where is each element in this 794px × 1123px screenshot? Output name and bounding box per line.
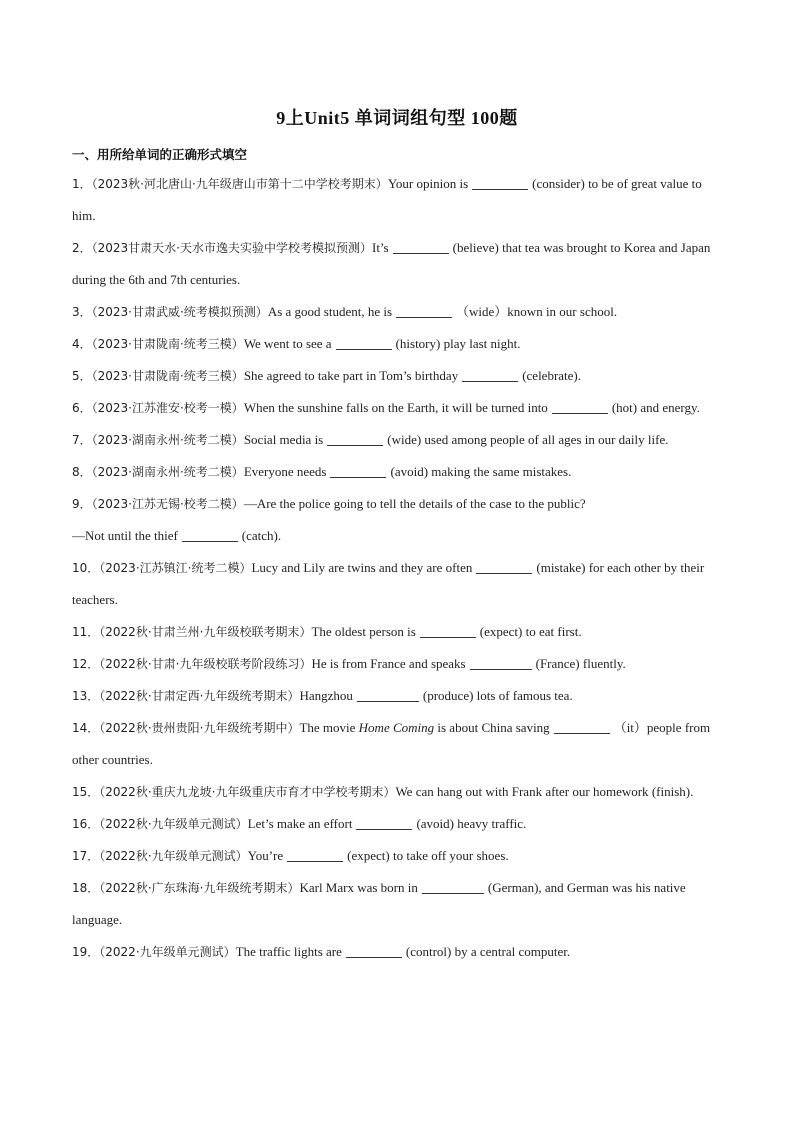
question-item [72, 552, 724, 616]
question-source: （2022秋·甘肃兰州·九年级校联考期末） [99, 625, 312, 639]
answer-blank[interactable] [356, 815, 412, 830]
question-source: （2022秋·重庆九龙坡·九年级重庆市育才中学校考期末） [99, 785, 396, 799]
question-item [72, 616, 724, 648]
answer-blank[interactable] [182, 527, 238, 542]
question-source: （2023·江苏无锡·校考二模） [91, 497, 244, 511]
answer-blank[interactable] [336, 335, 392, 350]
question-source: （2023·湖南永州·统考二模） [91, 433, 244, 447]
question-source: （2023·江苏镇江·统考二模） [99, 561, 252, 575]
answer-blank[interactable] [554, 719, 610, 734]
question-number: 7． [72, 433, 92, 447]
question-hint: (control) by a central computer. [405, 944, 571, 959]
question-number: 18． [72, 881, 100, 895]
answer-blank[interactable] [420, 623, 476, 638]
question-item [72, 712, 724, 776]
question-source: （2022秋·广东珠海·九年级统考期末） [99, 881, 300, 895]
question-hint: (German), and German was his native language. [72, 880, 686, 927]
question-source: （2022秋·九年级单元测试） [99, 817, 248, 831]
question-item [72, 808, 724, 840]
answer-blank[interactable] [393, 239, 449, 254]
question-number: 1． [72, 177, 92, 191]
question-item [72, 840, 724, 872]
question-text: He is from France and speaks [311, 656, 466, 671]
question-text-mid: is about China saving [437, 720, 550, 735]
question-text: Lucy and Lily are twins and they are often [251, 560, 473, 575]
question-text: It’s [372, 240, 389, 255]
question-hint: (expect) to take off your shoes. [347, 848, 509, 863]
answer-blank[interactable] [476, 559, 532, 574]
question-text: Let’s make an effort [247, 816, 353, 831]
question-number: 6． [72, 401, 92, 415]
question-text: The movie [299, 720, 356, 735]
question-item [72, 648, 724, 680]
question-number: 3． [72, 305, 92, 319]
question-item [72, 936, 724, 968]
question-number: 5． [72, 369, 92, 383]
question-text: Everyone needs [243, 464, 327, 479]
question-source: （2022秋·贵州贵阳·九年级统考期中） [99, 721, 300, 735]
question-hint: (hot) and energy. [611, 400, 700, 415]
question-item [72, 488, 724, 552]
answer-blank[interactable] [346, 943, 402, 958]
question-number: 4． [72, 337, 92, 351]
question-source: （2023·甘肃武威·统考模拟预测） [91, 305, 268, 319]
question-source: （2022秋·九年级单元测试） [99, 849, 248, 863]
question-source: （2023·湖南永州·统考二模） [91, 465, 244, 479]
question-text: —Are the police going to tell the details of the case to the public? [243, 496, 586, 511]
question-hint: （it）people from other countries. [72, 720, 711, 767]
question-text: Social media is [243, 432, 324, 447]
question-item [72, 424, 724, 456]
answer-blank[interactable] [422, 879, 484, 894]
question-hint: (avoid) heavy traffic. [416, 816, 527, 831]
question-source: （2023·甘肃陇南·统考三模） [91, 369, 244, 383]
question-source: （2023·甘肃陇南·统考三模） [91, 337, 244, 351]
question-number: 17． [72, 849, 100, 863]
question-hint: (produce) lots of famous tea. [422, 688, 573, 703]
question-item [72, 168, 724, 232]
document-title: 9上Unit5 单词词组句型 100题 [276, 108, 518, 128]
question-text: Karl Marx was born in [299, 880, 418, 895]
question-hint: (catch). [241, 528, 282, 543]
movie-title: Home Coming [358, 720, 435, 735]
question-source: （2023甘肃天水·天水市逸夫实验中学校考模拟预测） [91, 241, 372, 255]
question-text: Hangzhou [299, 688, 353, 703]
question-hint: (celebrate). [522, 368, 582, 383]
question-hint: (expect) to eat first. [479, 624, 582, 639]
question-text: As a good student, he is [267, 304, 393, 319]
question-number: 12． [72, 657, 100, 671]
question-item [72, 232, 724, 296]
question-item [72, 680, 724, 712]
answer-blank[interactable] [462, 367, 518, 382]
question-text: We can hang out with Frank after our homework [395, 784, 649, 799]
answer-blank[interactable] [396, 303, 452, 318]
answer-blank[interactable] [357, 687, 419, 702]
question-number: 13． [72, 689, 100, 703]
question-text-line2: —Not until the thief [72, 528, 178, 543]
question-source: （2023·江苏淮安·校考一模） [91, 401, 244, 415]
answer-blank[interactable] [287, 847, 343, 862]
question-item [72, 776, 724, 808]
question-number: 11． [72, 625, 100, 639]
question-source: （2022·九年级单元测试） [99, 945, 236, 959]
answer-blank[interactable] [330, 463, 386, 478]
question-text: You’re [247, 848, 284, 863]
question-text: The oldest person is [311, 624, 416, 639]
question-hint: （wide）known in our school. [456, 304, 618, 319]
question-text: We went to see a [243, 336, 332, 351]
answer-blank[interactable] [470, 655, 532, 670]
question-text: The traffic lights are [235, 944, 342, 959]
question-item [72, 328, 724, 360]
question-hint: (mistake) for each other by their teachers. [72, 560, 705, 607]
answer-blank[interactable] [327, 431, 383, 446]
answer-blank[interactable] [552, 399, 608, 414]
question-source: （2022秋·甘肃·九年级校联考阶段练习） [99, 657, 312, 671]
question-number: 19． [72, 945, 100, 959]
question-text: When the sunshine falls on the Earth, it will be turned into [243, 400, 548, 415]
question-hint: (consider) to be of great value to him. [72, 176, 702, 223]
question-number: 2． [72, 241, 92, 255]
question-item [72, 296, 724, 328]
question-hint: (believe) that tea was brought to Korea and Japan during the 6th and 7th centuries. [72, 240, 711, 287]
question-hint: (wide) used among people of all ages in our daily life. [387, 432, 669, 447]
question-number: 9． [72, 497, 92, 511]
question-number: 16． [72, 817, 100, 831]
answer-blank[interactable] [472, 175, 528, 190]
question-hint: (France) fluently. [535, 656, 626, 671]
question-item [72, 872, 724, 936]
question-list [72, 168, 724, 968]
question-hint: (finish). [651, 784, 694, 799]
question-source: （2023秋·河北唐山·九年级唐山市第十二中学校考期末） [91, 177, 388, 191]
question-hint: (avoid) making the same mistakes. [390, 464, 572, 479]
question-text: Your opinion is [387, 176, 469, 191]
question-number: 14． [72, 721, 100, 735]
question-source: （2022秋·甘肃定西·九年级统考期末） [99, 689, 300, 703]
question-item [72, 456, 724, 488]
question-hint: (history) play last night. [395, 336, 521, 351]
question-number: 8． [72, 465, 92, 479]
question-number: 10． [72, 561, 100, 575]
question-text: She agreed to take part in Tom’s birthday [243, 368, 459, 383]
question-item [72, 392, 724, 424]
question-item [72, 360, 724, 392]
question-number: 15． [72, 785, 100, 799]
section-heading: 一、用所给单词的正确形式填空 [72, 147, 248, 162]
